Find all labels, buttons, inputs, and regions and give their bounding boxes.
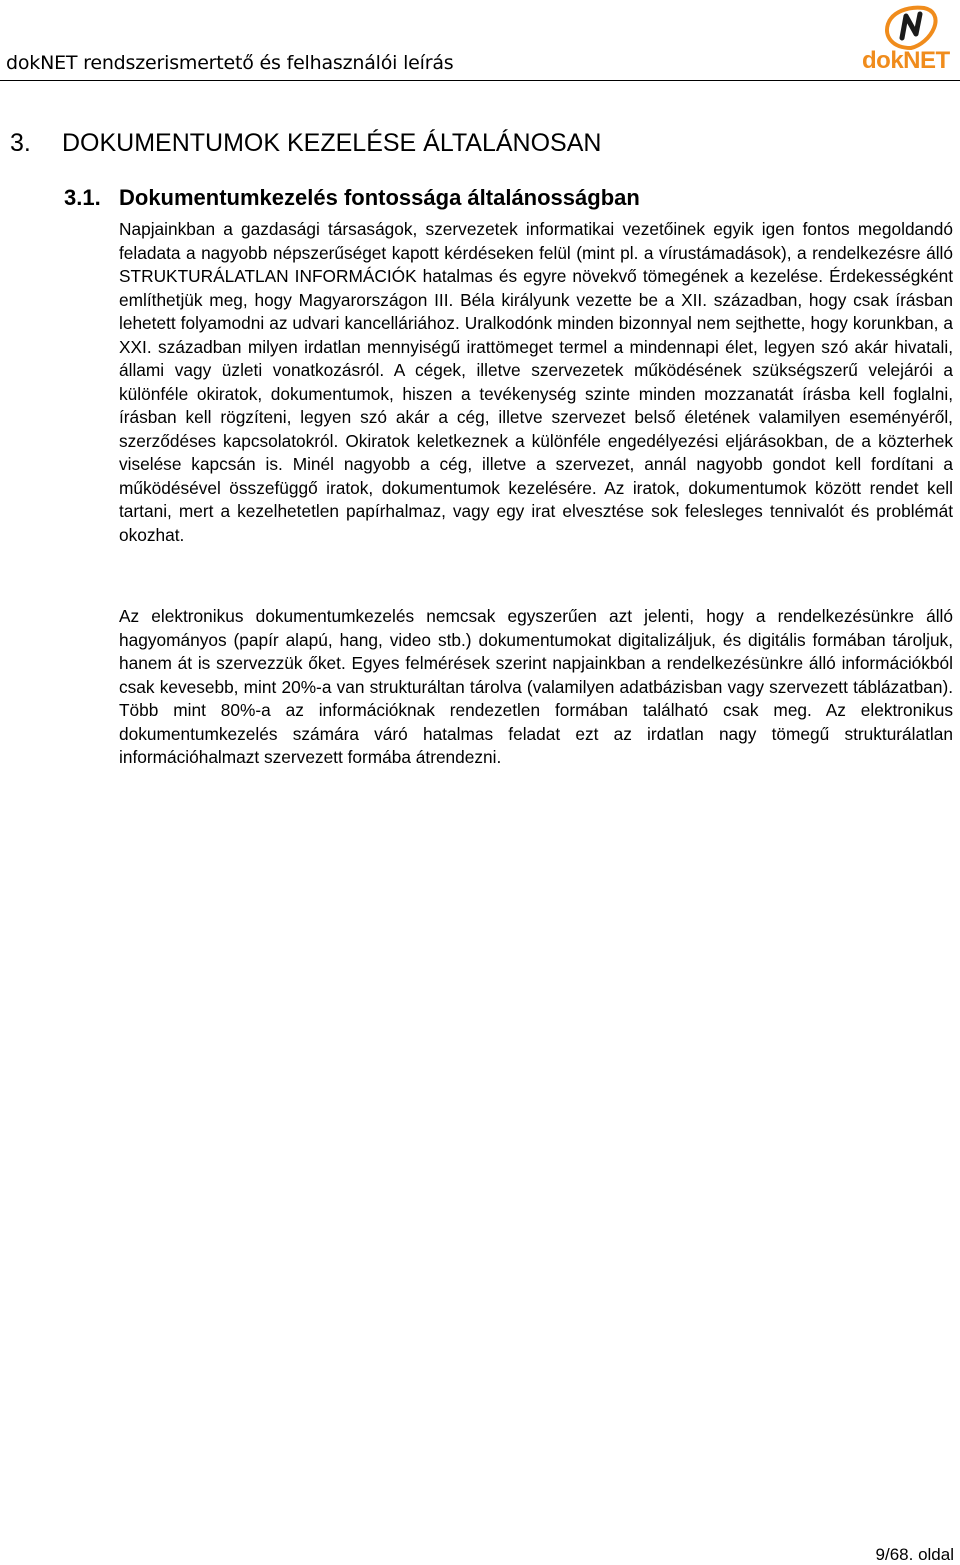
document-title: dokNET rendszerismertető és felhasználói leírás — [6, 52, 454, 74]
header-divider — [0, 80, 960, 81]
doknet-logo — [860, 4, 956, 76]
page-header — [0, 0, 960, 82]
logo-wordmark: dokNET — [862, 47, 950, 74]
chapter-heading — [10, 128, 601, 158]
section-number: 3.1. — [64, 185, 101, 210]
chapter-number: 3. — [10, 129, 31, 157]
chapter-title: DOKUMENTUMOK KEZELÉSE ÁLTALÁNOSAN — [62, 129, 602, 157]
paragraph: Napjainkban a gazdasági társaságok, szervezetek informatikai vezetőinek egyik igen fontos megoldandó feladata a nagyobb népszerűséget kapott kérdéseken felül (mint pl. a vírustámadások), a rendelkezésre álló STRUKTURÁLATLAN INFORMÁCIÓK hatalmas és egyre növekvő tömegének a kezelése. Érdekességként említhetjük meg, hogy Magyarországon III. Béla királyunk vezette be a XII. században, hogy csak írásban lehetett folyamodni az udvari kancelláriához. Uralkodónk minden bizonnyal nem sejthette, hogy korunkban, a XXI. században milyen irdatlan mennyiségű irattömeget termel a mindennapi élet, legyen szó akár hivatali, állami vagy üzleti vonatkozásról. A cégek, illetve szervezetek működésének szükségszerű velejárói a különféle okiratok, dokumentumok, hiszen a tevékenység szinte minden mozzanatát írásba kell foglalni, írásban kell rögzíteni, legyen szó akár a cég, illetve szervezet belső életének valamilyen eseményéről, szerződéses kapcsolatokról. Okiratok keletkeznek a különféle engedélyezési eljárásokban, de a közterhek viselése kapcsán is. Minél nagyobb a cég, illetve a szervezet, annál nagyobb gondot kell fordítani a működésével összefüggő iratok, dokumentumok kezelésére. Az iratok, dokumentumok között rendet kell tartani, mert a kezelhetetlen papírhalmaz, vagy egy irat elvesztése sok felesleges tennivalót és problémát okozhat. — [119, 219, 953, 545]
page-number: 9/68. oldal — [875, 1545, 954, 1564]
section-heading — [64, 184, 640, 212]
paragraph: Az elektronikus dokumentumkezelés nemcsak egyszerűen azt jelenti, hogy a rendelkezésünkre álló hagyományos (papír alapú, hang, video stb.) dokumentumokat digitalizáljuk, és digitális formában tároljuk, hanem át is szervezzük őket. Egyes felmérések szerint napjainkban a rendelkezésünkre álló információkból csak kevesebb, mint 20%-a van strukturáltan tárolva (valamilyen adatbázisban vagy szervezett táblázatban). Több mint 80%-a az információknak rendezetlen formában található csak meg. Az elektronikus dokumentumkezelés számára váró hatalmas feladat ezt az irdatlan nagy tömegű strukturálatlan információhalmazt szervezett formába átrendezni. — [119, 606, 953, 767]
logo-swoosh-icon — [882, 4, 940, 50]
section-title: Dokumentumkezelés fontossága általánosságban — [119, 185, 640, 210]
